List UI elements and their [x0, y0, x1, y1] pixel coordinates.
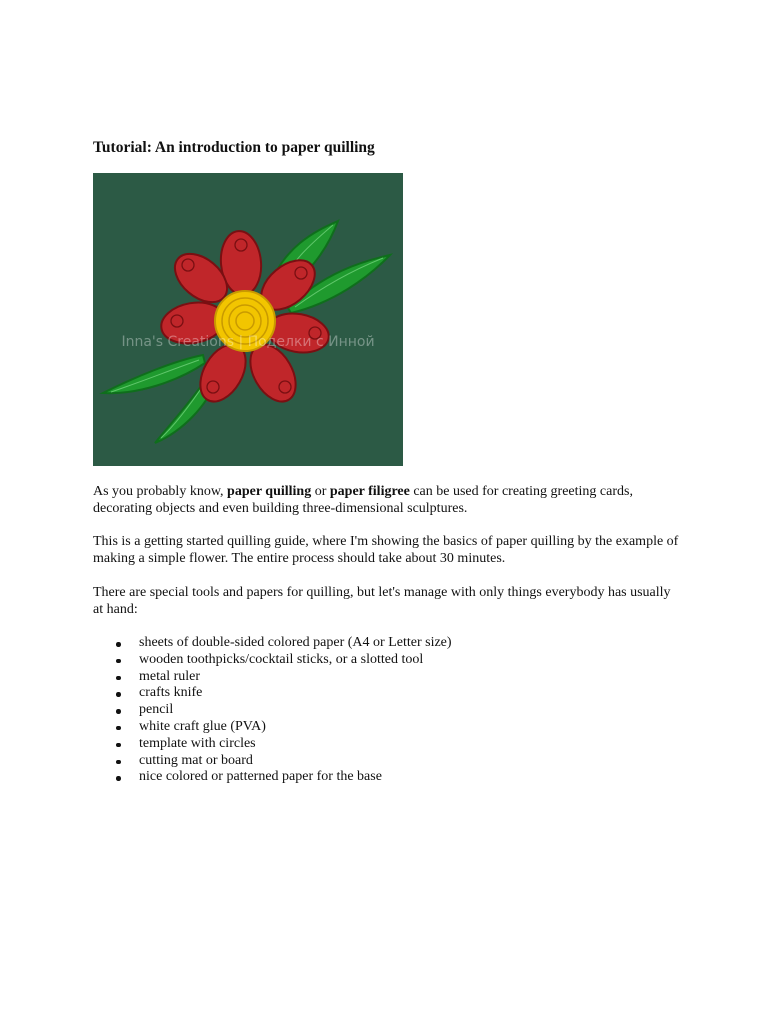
list-item: crafts knife	[93, 685, 452, 702]
list-item: pencil	[93, 702, 452, 719]
supplies-list	[93, 635, 452, 786]
list-item: white craft glue (PVA)	[93, 719, 452, 736]
list-item: cutting mat or board	[93, 753, 452, 770]
list-item: sheets of double-sided colored paper (A4 or Letter size)	[93, 635, 452, 652]
guide-paragraph: This is a getting started quilling guide, where I'm showing the basics of paper quilling by the example of making a simple flower. The entire process should take about 30 minutes.	[93, 534, 679, 566]
list-item: metal ruler	[93, 669, 452, 686]
page-title: Tutorial: An introduction to paper quilling	[93, 139, 375, 156]
quilled-flower-illustration	[93, 173, 403, 466]
tools-paragraph: There are special tools and papers for quilling, but let's manage with only things everybody has usually at hand:	[93, 585, 671, 617]
term-paper-quilling: paper quilling	[227, 484, 312, 499]
list-item: nice colored or patterned paper for the base	[93, 769, 452, 786]
quilled-flower-photo	[93, 173, 403, 466]
photo-watermark: Inna's Creations | Поделки с Инной	[121, 334, 375, 350]
list-item: template with circles	[93, 736, 452, 753]
intro-paragraph: As you probably know, paper quilling or paper filigree can be used for creating greeting cards, decorating objects and even building three-dimensional sculptures.	[93, 484, 633, 516]
term-paper-filigree: paper filigree	[329, 484, 410, 499]
list-item: wooden toothpicks/cocktail sticks, or a slotted tool	[93, 652, 452, 669]
